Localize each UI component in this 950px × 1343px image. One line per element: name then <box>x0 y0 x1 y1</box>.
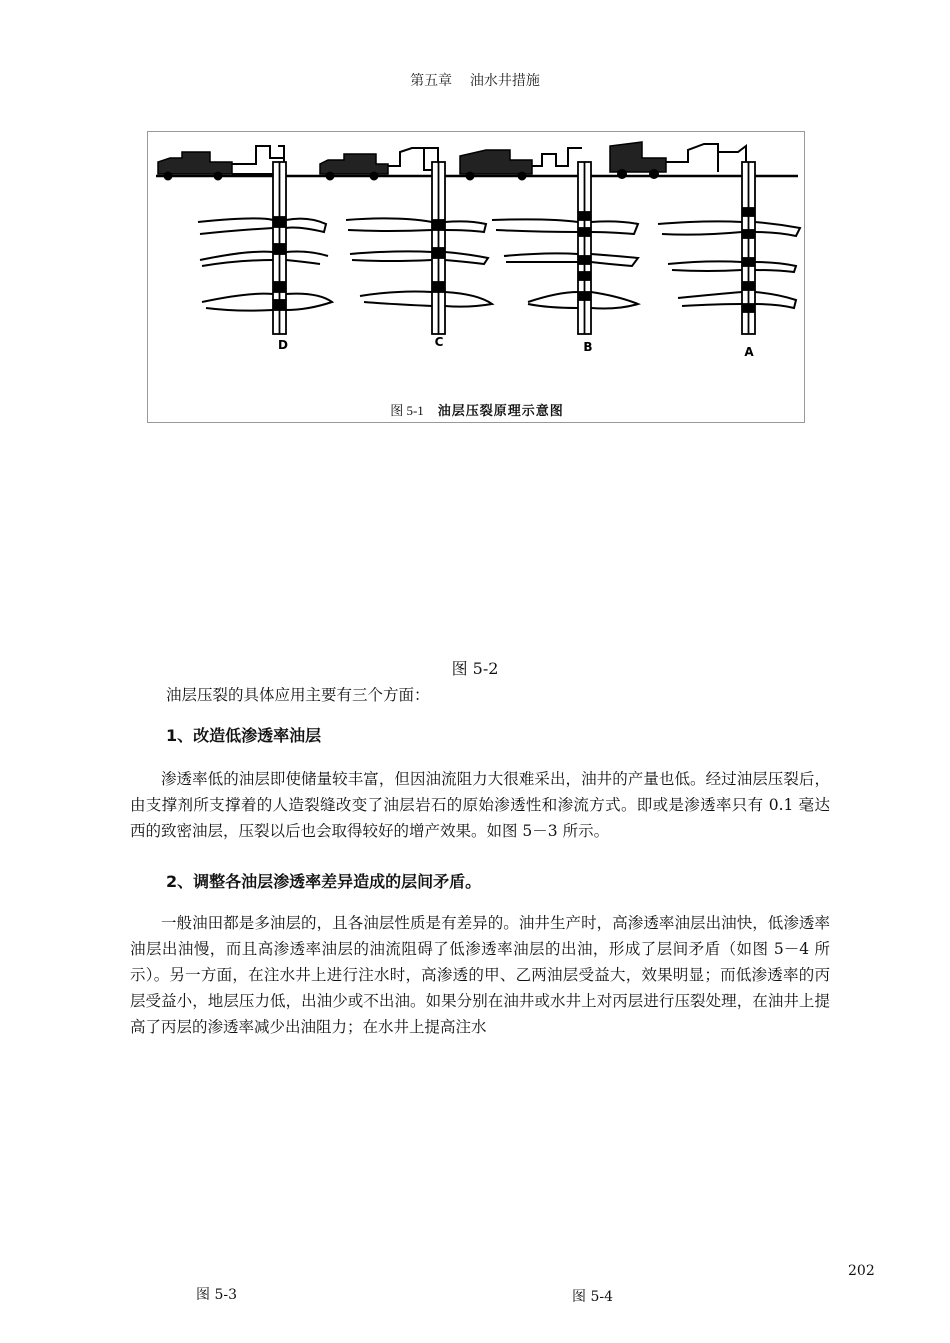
figure-5-3-caption: 图 5-3 <box>196 1287 237 1303</box>
well-label-d: D <box>278 338 288 352</box>
section-1-paragraph: 渗透率低的油层即使储量较丰富，但因油流阻力大很难采出，油井的产量也低。经过油层压裂后，由支撑剂所支撑着的人造裂缝改变了油层岩石的原始渗透性和渗流方式。即或是渗透率只有 0.1 毫达西的致密油层，压裂以后也会取得较好的增产效果。如图 5－3 所示。 <box>130 770 830 840</box>
figure-5-1-number: 图 5-1 <box>390 403 424 418</box>
figure-5-4-caption: 图 5-4 <box>572 1289 613 1305</box>
intro-text: 油层压裂的具体应用主要有三个方面： <box>166 686 430 704</box>
figure-5-2-caption: 图 5-2 <box>451 659 499 678</box>
section-2-paragraph: 一般油田都是多油层的，且各油层性质是有差异的。油井生产时，高渗透率油层出油快，低渗透率油层出油慢，而且高渗透率油层的油流阻碍了低渗透率油层的出油，形成了层间矛盾（如图 5－4 所示）。另一方面，在注水井上进行注水时，高渗透的甲、乙两油层受益大，效果明显；而低渗透率的丙层受益小，地层压力低，出油少或不出油。如果分别在油井或水井上对丙层进行压裂处理，在油井上提高了丙层的渗透率减少出油阻力；在水井上提高注水 <box>130 914 830 1036</box>
well-label-a: A <box>744 345 754 359</box>
well-label-c: C <box>434 335 444 349</box>
truck-group-d <box>158 146 284 180</box>
well-d <box>273 162 286 334</box>
figure-5-1 <box>147 131 805 423</box>
section-1-heading: 1、改造低渗透率油层 <box>166 726 322 745</box>
running-header <box>0 70 950 90</box>
page-number: 202 <box>848 1263 875 1279</box>
figure-5-1-caption <box>148 400 806 419</box>
chapter-title: 油水井措施 <box>469 73 540 89</box>
fracturing-diagram <box>148 132 806 424</box>
oil-layers <box>198 218 800 310</box>
well-label-b: B <box>583 340 593 354</box>
truck-group-a <box>610 142 746 178</box>
well-a <box>742 162 755 334</box>
section-2-heading: 2、调整各油层渗透率差异造成的层间矛盾。 <box>166 872 482 891</box>
well-c <box>432 162 445 334</box>
figure-5-1-title: 油层压裂原理示意图 <box>437 404 564 419</box>
chapter-number: 第五章 <box>410 73 453 89</box>
well-b <box>578 162 591 334</box>
